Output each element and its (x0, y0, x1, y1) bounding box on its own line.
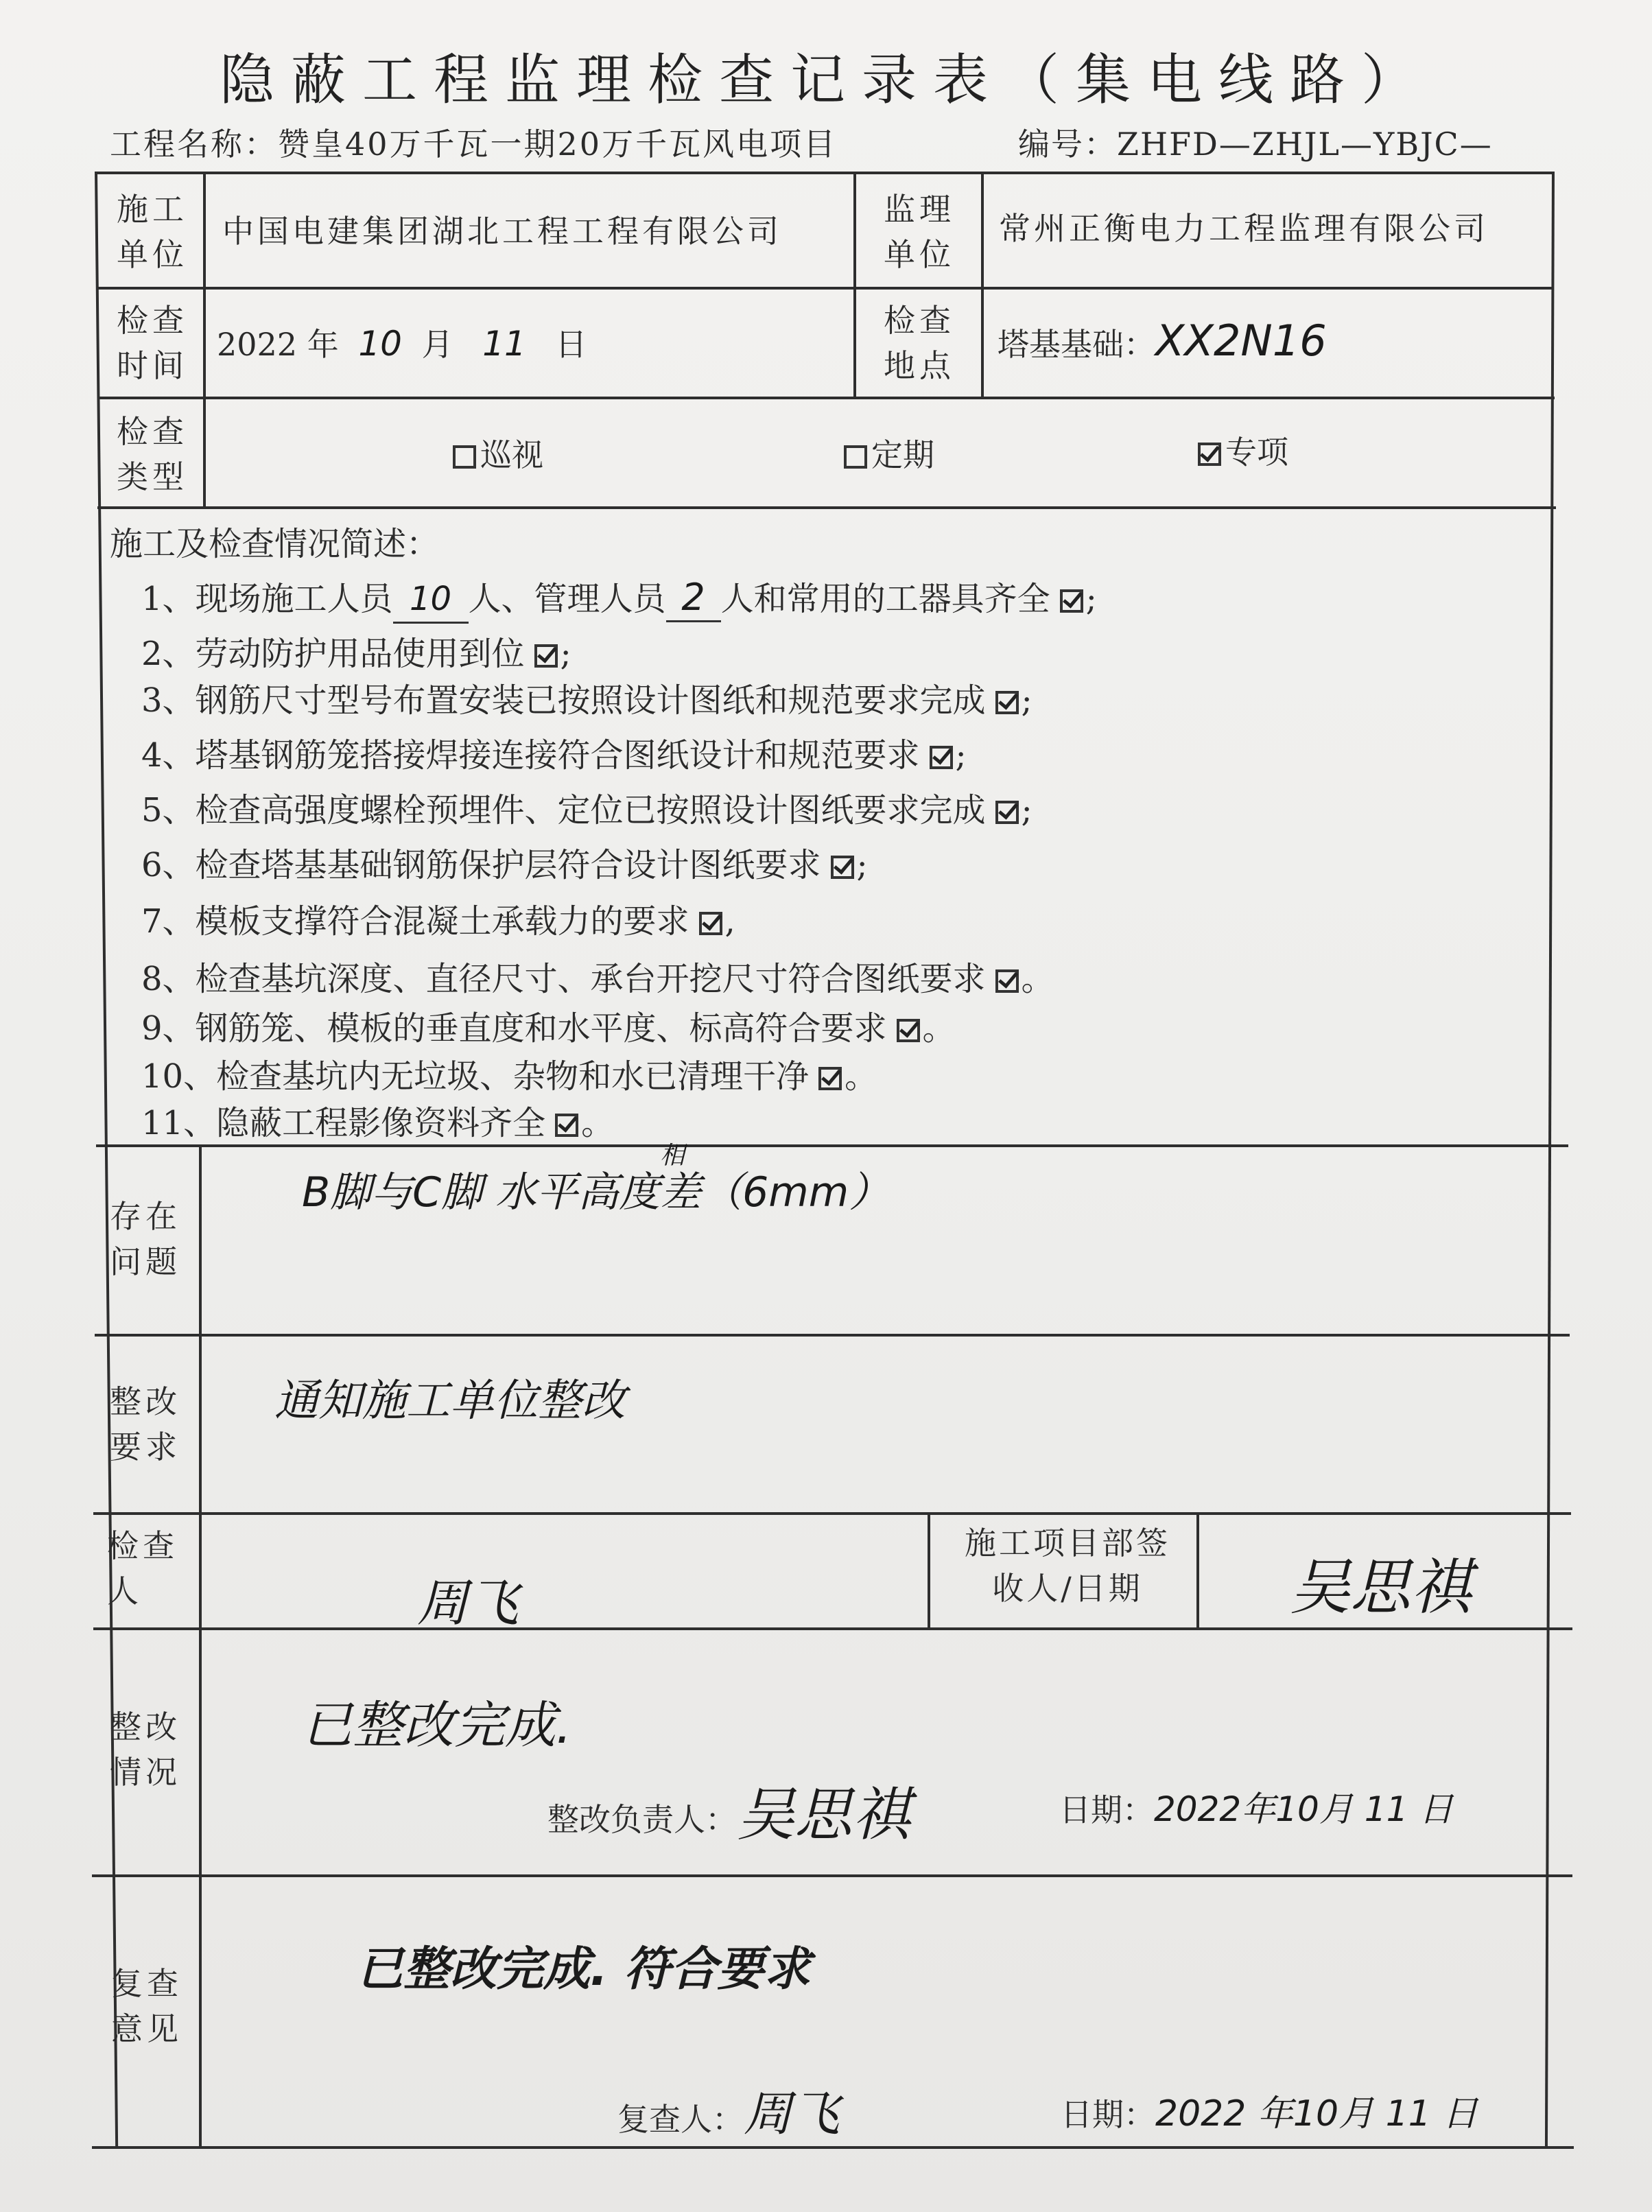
item1-workers: 10 (393, 576, 469, 624)
item-text: 3、钢筋尺寸型号布置安装已按照设计图纸和规范要求完成 (141, 681, 986, 720)
item-checked-box (818, 1067, 842, 1090)
row-divider-2 (97, 397, 1555, 399)
time-day: 11 (482, 324, 526, 364)
checkbox-patrol[interactable] (453, 445, 476, 469)
middle-divider-left (853, 172, 856, 398)
row-divider-3 (97, 506, 1556, 509)
item-checked-box (534, 644, 558, 668)
time-month: 10 (358, 324, 402, 364)
rectify-status-label: 整改情况 (110, 1708, 181, 1791)
summary-item-10 (141, 1054, 877, 1099)
summary-item-2 (141, 631, 571, 676)
type-option-special-label: 专项 (1225, 434, 1288, 471)
summary-item-6 (141, 843, 868, 888)
item-suffix: ; (560, 635, 571, 673)
problem-label: 存在问题 (110, 1198, 181, 1280)
rectify-person-label: 整改负责人： (547, 1801, 737, 1838)
problem-handwritten: B脚与C脚 水平高度差（6mm） (302, 1168, 890, 1216)
time-value (217, 321, 587, 367)
review-label: 复查意见 (111, 1965, 182, 2047)
item-suffix: ; (1021, 681, 1032, 720)
item-suffix: ; (955, 736, 967, 775)
place-label: 检查地点 (884, 302, 955, 384)
row-divider-5 (95, 1334, 1570, 1337)
summary-item-3 (141, 678, 1032, 723)
item-text: 5、检查高强度螺栓预埋件、定位已按照设计图纸要求完成 (141, 791, 986, 830)
review-date-handwritten: 2022 年10月 11 日 (1155, 2093, 1478, 2134)
rectify-date-handwritten: 2022年10月 11 日 (1154, 1789, 1454, 1829)
item1-text-a: 1、现场施工人员 (141, 580, 393, 618)
supervisor-value: 常州正衡电力工程监理有限公司 (999, 210, 1489, 247)
rectify-requirement-label: 整改要求 (110, 1383, 181, 1466)
row-divider-8 (92, 1874, 1572, 1877)
type-option-patrol-label: 巡视 (480, 436, 543, 473)
receiver-signature: 吴思祺 (1290, 1552, 1472, 1623)
time-month-unit: 月 (421, 326, 453, 363)
project-name: 赞皇40万千瓦一期20万千瓦风电项目 (278, 126, 838, 163)
time-label: 检查时间 (117, 302, 188, 384)
rectify-person (547, 1781, 910, 1848)
rectify-status-handwritten: 已整改完成. (302, 1696, 572, 1755)
code-line (1018, 119, 1493, 165)
summary-item-1 (141, 575, 1097, 624)
sign-divider-left (928, 1512, 930, 1629)
type-label: 检查类型 (117, 413, 188, 495)
review-date-label: 日期： (1061, 2096, 1155, 2133)
summary-item-5 (141, 788, 1032, 833)
rectify-requirement-handwritten: 通知施工单位整改 (274, 1376, 626, 1426)
item-checked-box (995, 691, 1019, 714)
time-year: 2022 年 (217, 326, 339, 363)
item-suffix: 。 (845, 1057, 878, 1096)
type-option-special[interactable] (1198, 430, 1288, 475)
table-border-right (1545, 172, 1555, 2149)
item-suffix: 。 (922, 1009, 956, 1048)
checkbox-special[interactable] (1198, 443, 1221, 466)
reviewer (617, 2086, 840, 2142)
middle-divider-right (981, 172, 984, 398)
item-text: 2、劳动防护用品使用到位 (141, 635, 525, 673)
sign-divider-right (1196, 1512, 1199, 1629)
row-divider-7 (93, 1627, 1572, 1630)
place-value (998, 318, 1327, 367)
item-suffix: 。 (1021, 960, 1054, 998)
code-label: 编号： (1018, 126, 1117, 163)
label-column-divider-bottom (199, 1144, 202, 2148)
item1-text-c: 人和常用的工器具齐全 (720, 580, 1050, 618)
inspector-label: 检查人 (107, 1527, 178, 1610)
problem-insertion: 相 (660, 1142, 685, 1170)
table-border-bottom (92, 2146, 1574, 2149)
row-divider-6 (93, 1512, 1571, 1515)
summary-item-9 (141, 1006, 956, 1051)
summary-item-4 (141, 733, 967, 778)
rectify-person-signature: 吴思祺 (737, 1781, 910, 1848)
constructor-label: 施工单位 (117, 191, 188, 273)
item1-checked-box (1060, 589, 1083, 613)
item-checked-box (699, 912, 722, 935)
code-value: ZHFD—ZHJL—YBJC— (1117, 126, 1493, 163)
item1-suffix: ; (1085, 580, 1097, 618)
row-divider-1 (97, 287, 1553, 290)
item-checked-box (831, 856, 854, 879)
item-suffix: ; (856, 846, 868, 884)
item-text: 6、检查塔基基础钢筋保护层符合设计图纸要求 (141, 846, 821, 884)
type-option-patrol[interactable] (453, 432, 543, 478)
table-border-top (97, 172, 1552, 174)
item-text: 10、检查基坑内无垃圾、杂物和水已清理干净 (141, 1057, 810, 1096)
summary-item-8 (141, 956, 1054, 1002)
item-checked-box (555, 1114, 578, 1137)
item-text: 8、检查基坑深度、直径尺寸、承台开挖尺寸符合图纸要求 (141, 960, 986, 998)
rectify-date-label: 日期： (1059, 1791, 1154, 1828)
summary-heading: 施工及检查情况简述： (110, 525, 440, 563)
checkbox-periodic[interactable] (844, 445, 867, 469)
reviewer-label: 复查人： (617, 2101, 744, 2138)
time-day-unit: 日 (555, 326, 587, 363)
constructor-value: 中国电建集团湖北工程工程有限公司 (222, 213, 782, 250)
item-suffix: ; (1021, 791, 1032, 830)
item-checked-box (930, 746, 953, 769)
place-handwritten: XX2N16 (1155, 316, 1327, 366)
place-prefix: 塔基基础： (998, 326, 1155, 363)
type-option-periodic[interactable] (844, 432, 934, 478)
project-line (110, 119, 837, 165)
inspector-signature: 周飞 (417, 1574, 519, 1633)
item1-text-b: 人、管理人员 (468, 580, 666, 618)
type-option-periodic-label: 定期 (871, 436, 934, 473)
summary-item-11 (141, 1101, 614, 1146)
label-column-divider-top (203, 172, 206, 508)
item-text: 11、隐蔽工程影像资料齐全 (141, 1104, 546, 1142)
item-text: 4、塔基钢筋笼搭接焊接连接符合图纸设计和规范要求 (141, 736, 920, 775)
receiver-label: 施工项目部签收人/日期 (965, 1525, 1170, 1607)
review-date (1061, 2091, 1478, 2137)
summary-item-7 (141, 899, 735, 944)
item-checked-box (897, 1019, 920, 1042)
reviewer-signature: 周飞 (744, 2086, 840, 2142)
item-text: 9、钢筋笼、模板的垂直度和水平度、标高符合要求 (141, 1009, 887, 1048)
review-handwritten: 已整改完成. 符合要求 (357, 1942, 811, 1997)
item-text: 7、模板支撑符合混凝土承载力的要求 (141, 902, 689, 941)
item-checked-box (995, 801, 1019, 824)
item-checked-box (995, 969, 1019, 993)
supervisor-label: 监理单位 (884, 191, 955, 273)
project-label: 工程名称： (110, 126, 278, 163)
form-title: 隐蔽工程监理检查记录表（集电线路） (220, 48, 1432, 112)
table-border-left (95, 172, 118, 2148)
item-suffix: , (724, 902, 735, 941)
rectify-date (1059, 1787, 1453, 1833)
item1-managers: 2 (666, 575, 721, 622)
item-suffix: 。 (581, 1104, 615, 1142)
